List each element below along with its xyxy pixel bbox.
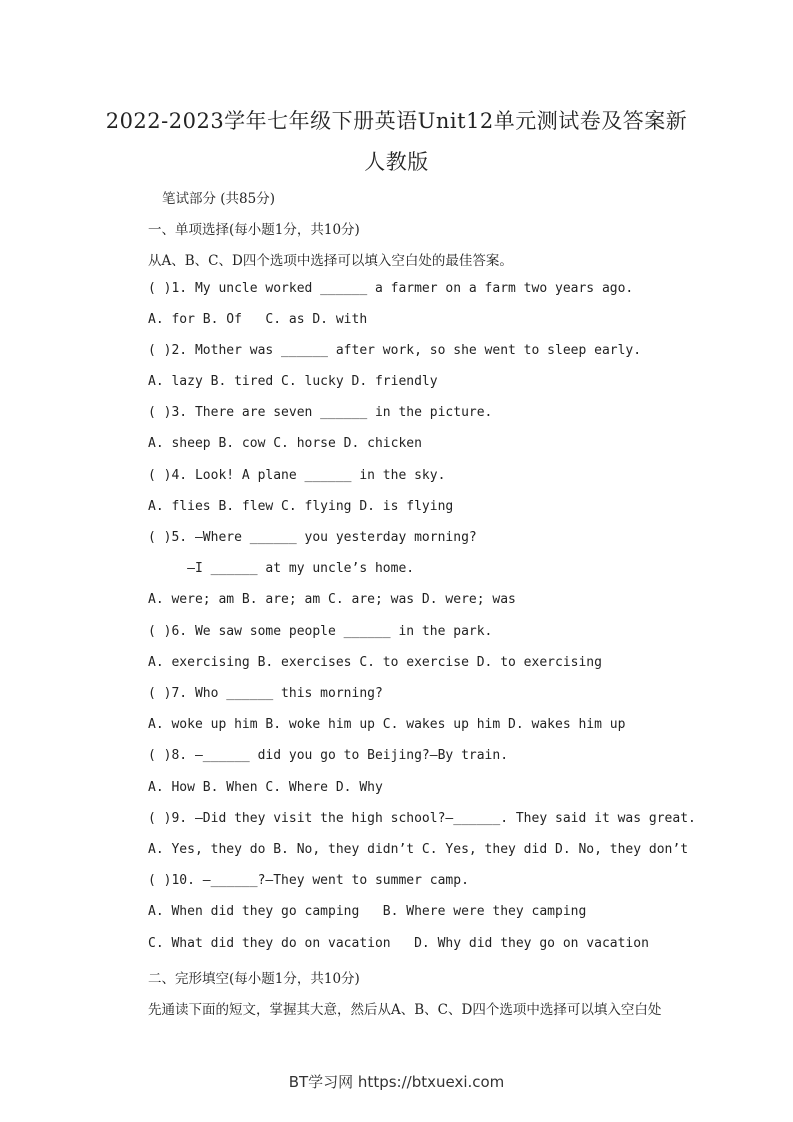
question-3: ( )3. There are seven ______ in the picture. (148, 405, 493, 420)
question-2: ( )2. Mother was ______ after work, so she went to sleep early. (148, 343, 642, 358)
question-7: ( )7. Who ______ this morning? (148, 686, 383, 701)
written-part-label: 笔试部分 (共85分) (162, 191, 276, 207)
section-2-instruction: 先通读下面的短文，掌握其大意，然后从A、B、C、D四个选项中选择可以填入空白处 (148, 1002, 662, 1018)
question-1-options: A. for B. Of C. as D. with (148, 312, 368, 327)
question-5-line-2: —I ______ at my uncle’s home. (148, 561, 415, 576)
question-6-options: A. exercising B. exercises C. to exercise D. to exercising (148, 655, 602, 670)
question-5: ( )5. —Where ______ you yesterday morning? (148, 530, 477, 545)
question-4: ( )4. Look! A plane ______ in the sky. (148, 468, 446, 483)
question-9: ( )9. —Did they visit the high school?—______. They said it was great. (148, 811, 696, 826)
section-2-heading: 二、完形填空(每小题1分，共10分) (148, 971, 360, 987)
question-7-options: A. woke up him B. woke him up C. wakes up him D. wakes him up (148, 717, 626, 732)
question-10-options-cd: C. What did they do on vacation D. Why did they go on vacation (148, 936, 649, 951)
question-9-options: A. Yes, they do B. No, they didn’t C. Yes, they did D. No, they don’t (148, 842, 689, 857)
question-10: ( )10. —______?—They went to summer camp. (148, 873, 469, 888)
document-title-line-2: 人教版 (364, 150, 429, 174)
question-6: ( )6. We saw some people ______ in the park. (148, 624, 493, 639)
question-3-options: A. sheep B. cow C. horse D. chicken (148, 436, 422, 451)
question-2-options: A. lazy B. tired C. lucky D. friendly (148, 374, 438, 389)
question-8-options: A. How B. When C. Where D. Why (148, 780, 383, 795)
question-10-options-ab: A. When did they go camping B. Where were they camping (148, 904, 587, 919)
question-4-options: A. flies B. flew C. flying D. is flying (148, 499, 454, 514)
site-footer: BT学习网 https://btxuexi.com (288, 1073, 505, 1091)
question-5-options: A. were; am B. are; am C. are; was D. were; was (148, 592, 516, 607)
section-1-heading: 一、单项选择(每小题1分，共10分) (148, 222, 360, 238)
question-1: ( )1. My uncle worked ______ a farmer on a farm two years ago. (148, 281, 634, 296)
question-8: ( )8. —______ did you go to Beijing?—By train. (148, 748, 509, 763)
section-1-instruction: 从A、B、C、D四个选项中选择可以填入空白处的最佳答案。 (148, 253, 513, 269)
document-title-line-1: 2022-2023学年七年级下册英语Unit12单元测试卷及答案新 (105, 109, 688, 133)
